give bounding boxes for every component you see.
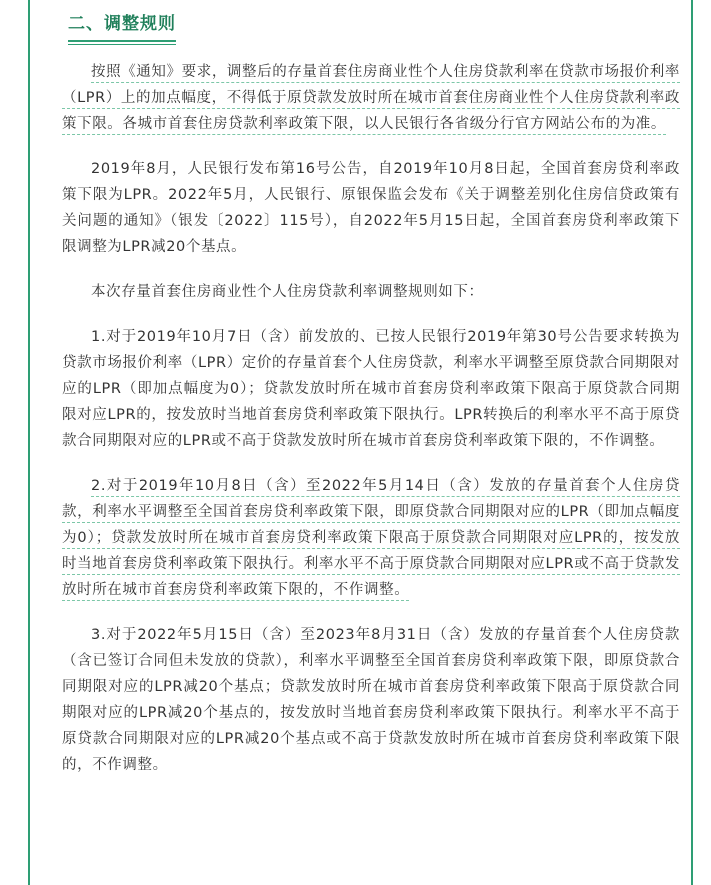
left-border-line (28, 0, 30, 885)
paragraph-rule-1: 1.对于2019年10月7日（含）前发放的、已按人民银行2019年第30号公告要求转换为贷款市场报价利率（LPR）定价的存量首套个人住房贷款，利率水平调整至原贷款合同期限对应的LPR（即加点幅度为0）；贷款发放时所在城市首套房贷利率政策下限高于原贷款合同期限对应LPR的，按发放时当地首套房贷利率政策下限执行。LPR转换后的利率水平不高于原贷款合同期限对应的LPR或不高于贷款发放时所在城市首套房贷利率政策下限的，不作调整。 (62, 329, 680, 449)
paragraph-policy-history: 2019年8月，人民银行发布第16号公告，自2019年10月8日起，全国首套房贷利率政策下限为LPR。2022年5月，人民银行、原银保监会发布《关于调整差别化住房信贷政策有关问题的通知》（银发〔2022〕115号），自2022年5月15日起，全国首套房贷利率政策下限调整为LPR减20个基点。 (62, 161, 680, 255)
article-content (62, 12, 680, 797)
section-heading-block (68, 12, 176, 45)
paragraph-rule-2: 2.对于2019年10月8日（含）至2022年5月14日（含）发放的存量首套个人住房贷款，利率水平调整至全国首套房贷利率政策下限，即原贷款合同期限对应的LPR（即加点幅度为0）；贷款发放时所在城市首套房贷利率政策下限高于原贷款合同期限对应LPR的，按发放时当地首套房贷利率政策下限执行。利率水平不高于原贷款合同期限对应LPR或不高于贷款发放时所在城市首套房贷利率政策下限的，不作调整。 (62, 473, 680, 603)
paragraph-rule-3: 3.对于2022年5月15日（含）至2023年8月31日（含）发放的存量首套个人住房贷款（含已签订合同但未发放的贷款），利率水平调整至全国首套房贷利率政策下限，即原贷款合同期限对应的LPR减20个基点；贷款发放时所在城市首套房贷利率政策下限高于原贷款合同期限对应的LPR减20个基点的，按发放时当地首套房贷利率政策下限执行。利率水平不高于原贷款合同期限对应的LPR减20个基点或不高于贷款发放时所在城市首套房贷利率政策下限的，不作调整。 (62, 627, 680, 773)
paragraph-rules-intro: 本次存量首套住房商业性个人住房贷款利率调整规则如下： (91, 284, 484, 300)
paragraph-notice-requirement: 按照《通知》要求，调整后的存量首套住房商业性个人住房贷款利率在贷款市场报价利率（LPR）上的加点幅度，不得低于原贷款发放时所在城市首套住房商业性个人住房贷款利率政策下限。各城市首套住房贷款利率政策下限，以人民银行各省级分行官方网站公布的为准。 (62, 59, 680, 137)
section-heading: 二、调整规则 (68, 14, 176, 34)
heading-underline (68, 40, 176, 42)
heading-underline-thin (68, 44, 176, 45)
right-border-line (691, 0, 693, 885)
